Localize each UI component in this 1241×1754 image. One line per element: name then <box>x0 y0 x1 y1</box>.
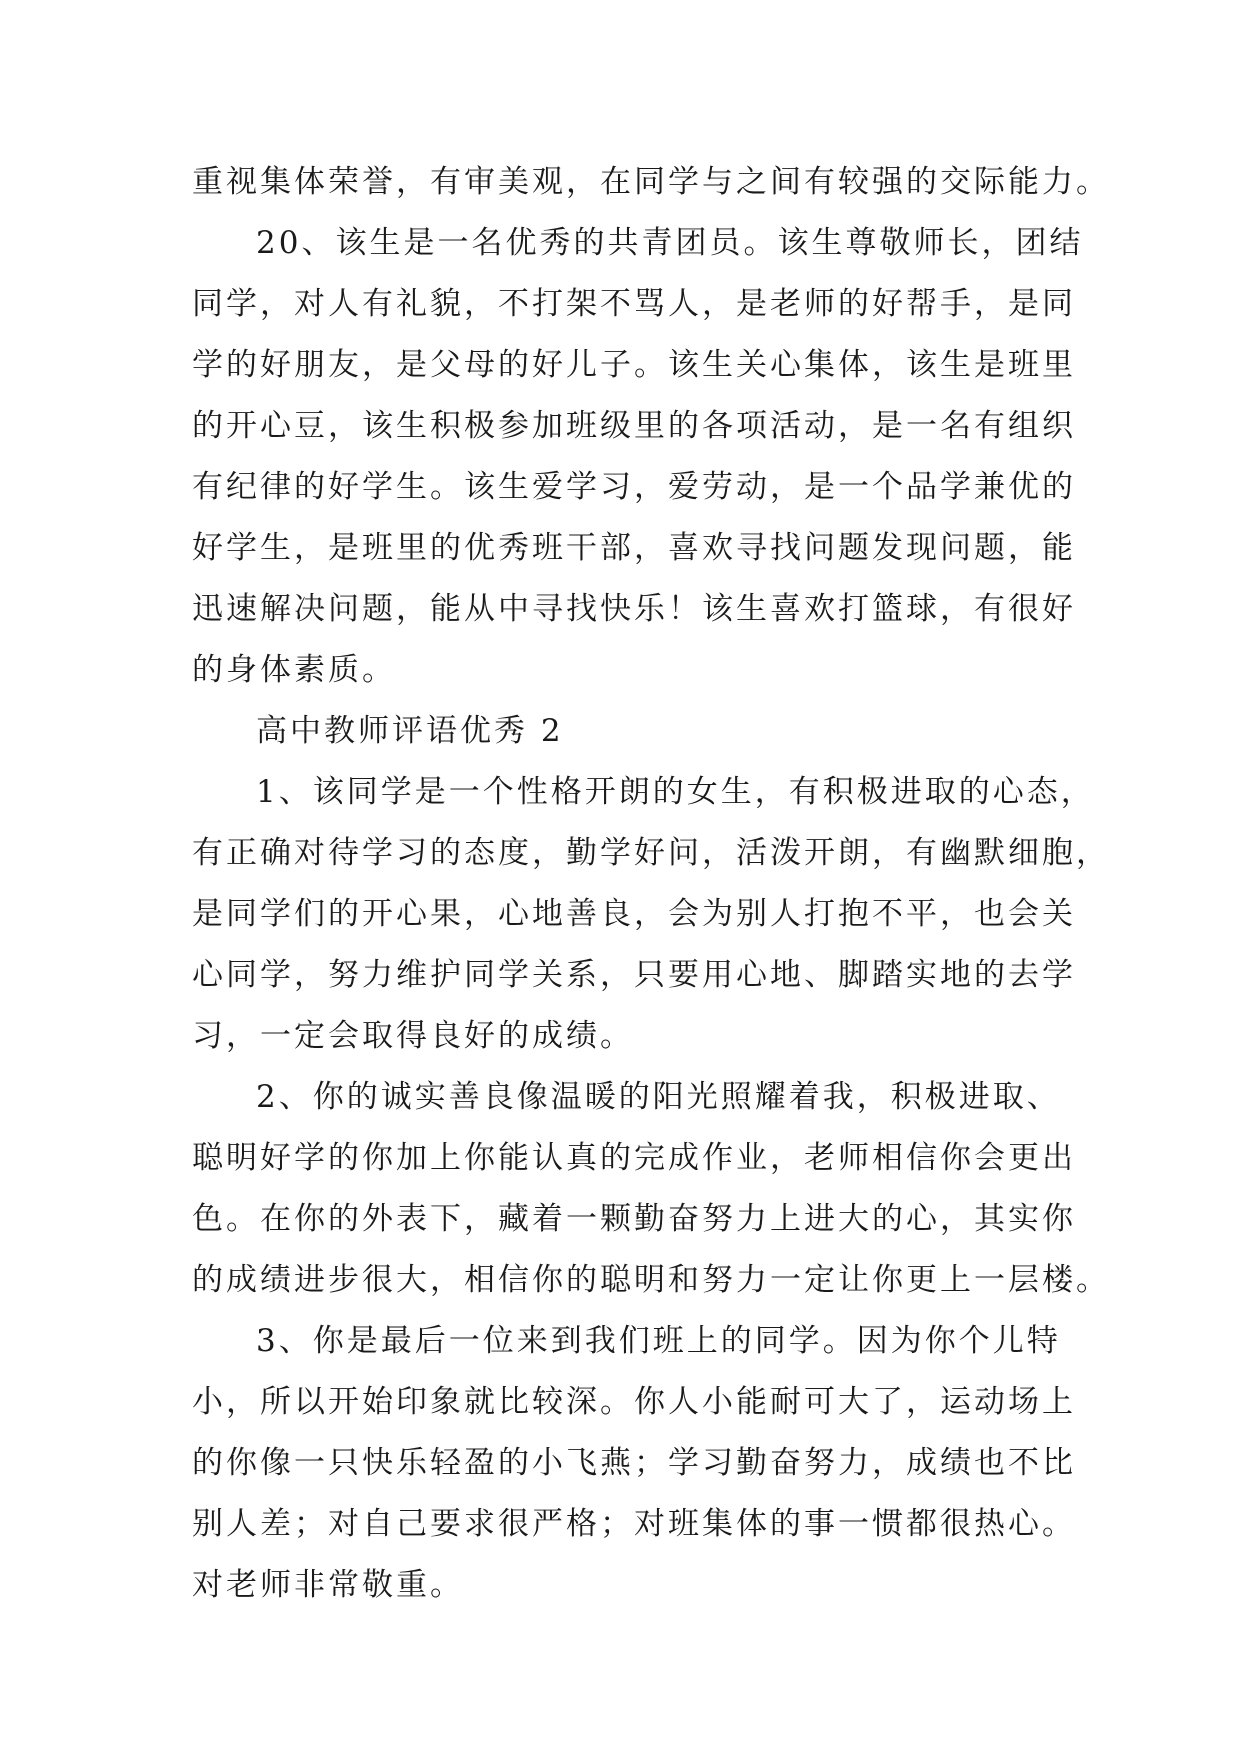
text-line: 小，所以开始印象就比较深。你人小能耐可大了，运动场上 <box>192 1384 1076 1420</box>
text-line: 别人差；对自己要求很严格；对班集体的事一惯都很热心。 <box>192 1506 1076 1542</box>
text-line: 习，一定会取得良好的成绩。 <box>192 1018 634 1054</box>
text-line: 的身体素质。 <box>192 652 396 688</box>
text-line: 有正确对待学习的态度，勤学好问，活泼开朗，有幽默细胞， <box>192 835 1110 871</box>
text-line: 学的好朋友，是父母的好儿子。该生关心集体，该生是班里 <box>192 347 1076 383</box>
text-line: 重视集体荣誉，有审美观，在同学与之间有较强的交际能力。 <box>192 164 1110 200</box>
text-line: 对老师非常敬重。 <box>192 1567 464 1603</box>
text-line: 心同学，努力维护同学关系，只要用心地、脚踏实地的去学 <box>192 957 1076 993</box>
text-line: 的开心豆，该生积极参加班级里的各项活动，是一名有组织 <box>192 408 1076 444</box>
text-line: 聪明好学的你加上你能认真的完成作业，老师相信你会更出 <box>192 1140 1076 1176</box>
text-line: 色。在你的外表下，藏着一颗勤奋努力上进大的心，其实你 <box>192 1201 1076 1237</box>
text-line: 好学生，是班里的优秀班干部，喜欢寻找问题发现问题，能 <box>192 530 1076 566</box>
paragraph-first-line: 20、该生是一名优秀的共青团员。该生尊敬师长，团结 <box>256 225 1084 261</box>
text-line: 的你像一只快乐轻盈的小飞燕；学习勤奋努力，成绩也不比 <box>192 1445 1076 1481</box>
document-body <box>192 152 1110 1616</box>
text-line: 的成绩进步很大，相信你的聪明和努力一定让你更上一层楼。 <box>192 1262 1110 1298</box>
paragraph-first-line: 2、你的诚实善良像温暖的阳光照耀着我，积极进取、 <box>256 1079 1061 1115</box>
text-line: 迅速解决问题，能从中寻找快乐！该生喜欢打篮球，有很好 <box>192 591 1076 627</box>
section-heading: 高中教师评语优秀 2 <box>256 713 564 749</box>
text-line: 有纪律的好学生。该生爱学习，爱劳动，是一个品学兼优的 <box>192 469 1076 505</box>
paragraph-first-line: 3、你是最后一位来到我们班上的同学。因为你个儿特 <box>256 1323 1061 1359</box>
paragraph-first-line: 1、该同学是一个性格开朗的女生，有积极进取的心态， <box>256 774 1095 810</box>
text-line: 是同学们的开心果，心地善良，会为别人打抱不平，也会关 <box>192 896 1076 932</box>
text-line: 同学，对人有礼貌，不打架不骂人，是老师的好帮手，是同 <box>192 286 1076 322</box>
